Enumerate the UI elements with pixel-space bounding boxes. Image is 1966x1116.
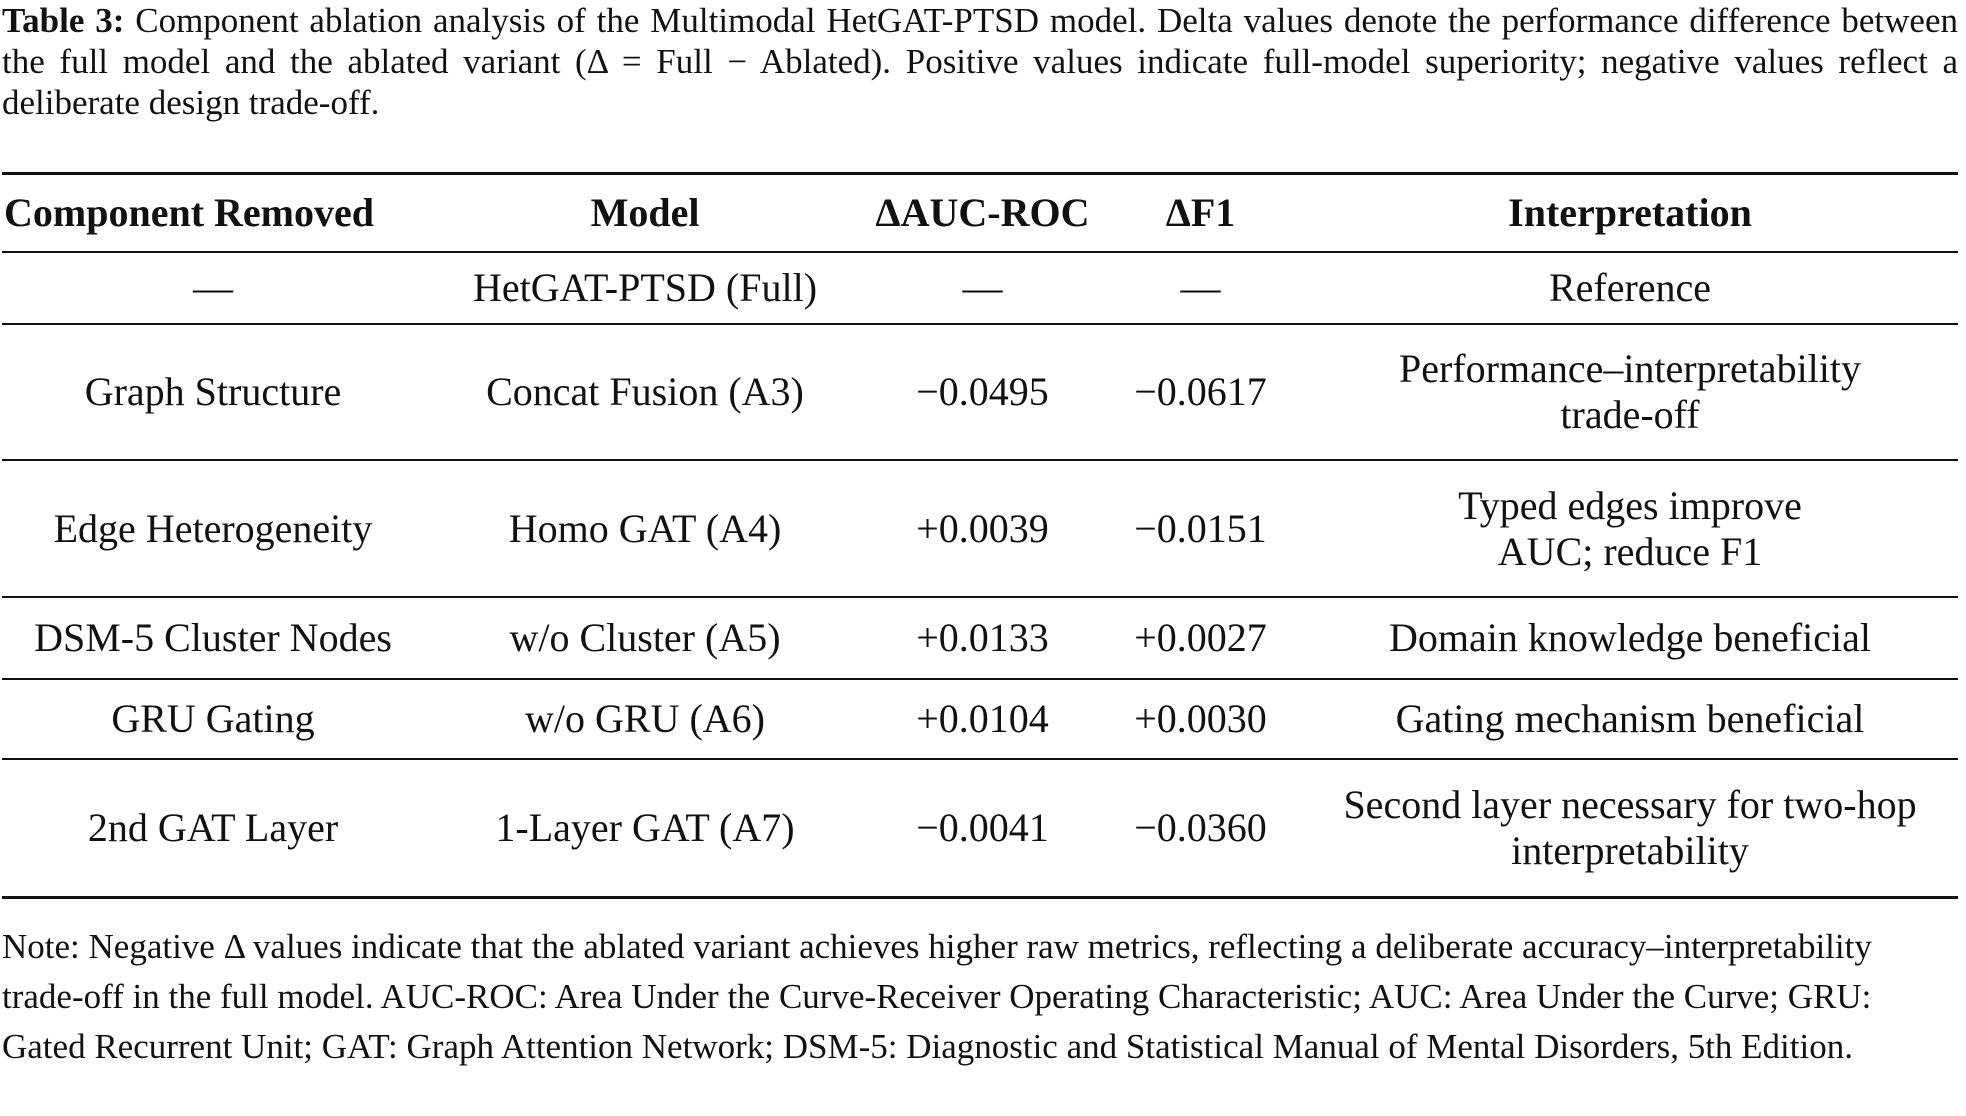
cell-interpretation: Second layer necessary for two-hop interpretability xyxy=(1343,781,1917,873)
cell-interpretation: Performance–interpretability trade-off xyxy=(1398,346,1862,437)
cell-model: Concat Fusion (A3) xyxy=(486,369,804,414)
cell-delta-f1: −0.0617 xyxy=(1134,369,1267,414)
cell-model: w/o GRU (A6) xyxy=(525,696,765,741)
table-header-row xyxy=(2,174,1958,253)
cell-component: GRU Gating xyxy=(111,696,315,741)
cell-model: HetGAT-PTSD (Full) xyxy=(472,265,818,310)
cell-model: 1-Layer GAT (A7) xyxy=(495,804,795,850)
caption-text: Component ablation analysis of the Multimodal HetGAT-PTSD model. Delta values denote the performance difference between the full model and the ablated variant (Δ = Full − Ablated). Positive values indicate full-model superiority; negative values reflect a deliberate design trade-off. xyxy=(2,1,1958,122)
header-interpretation: Interpretation xyxy=(1508,190,1752,235)
cell-delta-auc: −0.0495 xyxy=(916,369,1049,414)
cell-model: w/o Cluster (A5) xyxy=(509,615,781,660)
cell-delta-auc: +0.0133 xyxy=(916,615,1049,660)
cell-component: DSM-5 Cluster Nodes xyxy=(34,615,392,660)
cell-interpretation: Typed edges improve AUC; reduce F1 xyxy=(1458,482,1802,574)
header-delta-f1: ΔF1 xyxy=(1165,190,1236,235)
table-caption xyxy=(2,0,1958,123)
caption-label: Table 3: xyxy=(2,1,125,40)
cell-delta-auc: −0.0041 xyxy=(916,804,1049,850)
table-row xyxy=(2,759,1958,897)
table-row xyxy=(2,597,1958,679)
table-row xyxy=(2,252,1958,324)
cell-interpretation: Gating mechanism beneficial xyxy=(1395,696,1865,741)
header-model: Model xyxy=(590,190,700,235)
cell-delta-f1: — xyxy=(1180,265,1221,310)
cell-model: Homo GAT (A4) xyxy=(508,505,782,551)
cell-delta-auc: +0.0104 xyxy=(916,696,1049,741)
header-component-removed: Component Removed xyxy=(4,190,374,235)
table-row xyxy=(2,460,1958,597)
ablation-table xyxy=(2,172,1958,899)
cell-delta-auc: +0.0039 xyxy=(916,505,1049,551)
cell-component: 2nd GAT Layer xyxy=(87,804,339,850)
cell-delta-f1: +0.0027 xyxy=(1134,615,1267,660)
table-note: Note: Negative Δ values indicate that the ablated variant achieves higher raw metrics, reflecting a deliberate accuracy–interpretability trade-off in the full model. AUC-ROC: Area Under the Curve-Receiver Operating Characteristic; AUC: Area Under the Curve; GRU: Gated Recurrent Unit; GAT: Graph Attention Network; DSM-5: Diagnostic and Statistical Manual of Mental Disorders, 5th Edition. xyxy=(2,927,1872,1066)
table-row xyxy=(2,679,1958,759)
cell-delta-f1: −0.0151 xyxy=(1134,505,1267,551)
cell-component: Graph Structure xyxy=(84,369,342,414)
cell-delta-auc: — xyxy=(962,265,1003,310)
cell-component: — xyxy=(193,265,233,310)
table-row xyxy=(2,324,1958,460)
cell-component: Edge Heterogeneity xyxy=(53,505,373,551)
cell-delta-f1: +0.0030 xyxy=(1134,696,1267,741)
cell-delta-f1: −0.0360 xyxy=(1134,804,1267,850)
cell-interpretation: Reference xyxy=(1548,265,1712,310)
cell-interpretation: Domain knowledge beneficial xyxy=(1388,615,1872,660)
header-delta-auc-roc: ΔAUC-ROC xyxy=(875,190,1090,235)
